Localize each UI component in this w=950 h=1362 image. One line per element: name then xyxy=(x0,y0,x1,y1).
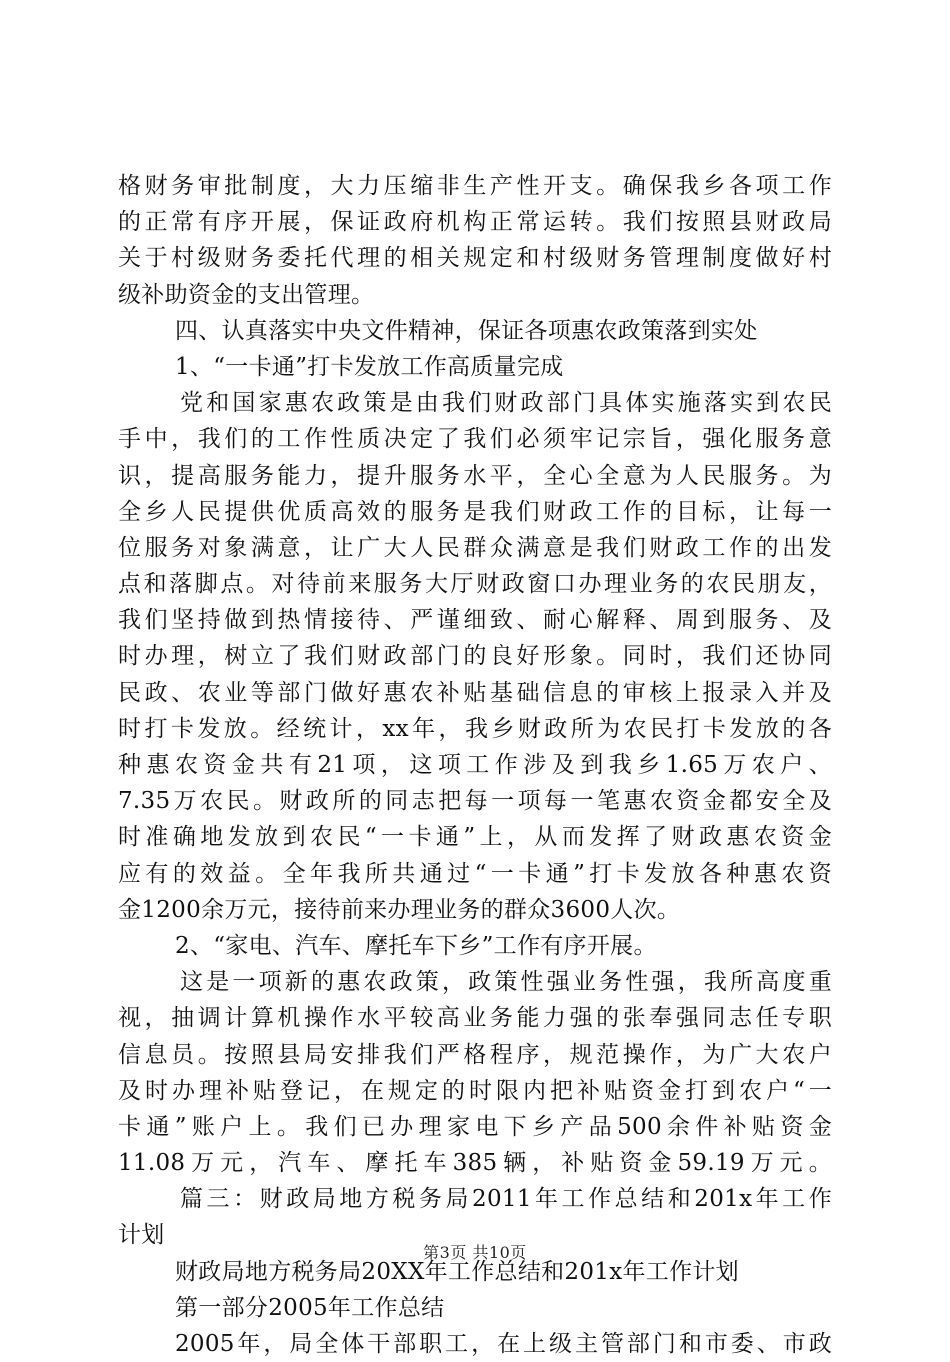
part-heading: 第一部分2005年工作总结 xyxy=(175,1294,445,1321)
text-line: 位服务对象满意，让广大人民群众满意是我们财政工作的出发 xyxy=(118,534,832,561)
text-line: 我们坚持做到热情接待、严谨细致、耐心解释、周到服务、及 xyxy=(118,607,832,634)
text-line: 应有的效益。全年我所共通过“一卡通”打卡发放各种惠农资 xyxy=(118,860,832,887)
subsection-heading: 1、“一卡通”打卡发放工作高质量完成 xyxy=(175,353,564,380)
page-number-footer: 第3页 共10页 xyxy=(423,1243,527,1262)
document-body xyxy=(118,168,832,1362)
text-line: 关于村级财务委托代理的相关规定和村级财务管理制度做好村 xyxy=(118,245,832,272)
text-line: 手中，我们的工作性质决定了我们必须牢记宗旨，强化服务意 xyxy=(118,426,832,453)
text-line: 级补助资金的支出管理。 xyxy=(118,281,375,308)
text-line: 卡通”账户上。我们已办理家电下乡产品500余件补贴资金 xyxy=(118,1113,832,1140)
text-line: 11.08万元，汽车、摩托车385辆，补贴资金59.19万元。 xyxy=(118,1150,832,1177)
chapter-heading-continued: 计划 xyxy=(118,1222,165,1249)
document-title: 财政局地方税务局20XX年工作总结和201x年工作计划 xyxy=(175,1258,739,1285)
text-line: 7.35万农民。财政所的同志把每一项每一笔惠农资金都安全及 xyxy=(118,788,832,815)
text-line: 党和国家惠农政策是由我们财政部门具体实施落实到农民 xyxy=(180,390,832,417)
text-line: 识，提高服务能力，提升服务水平，全心全意为人民服务。为 xyxy=(118,462,832,489)
text-line: 民政、农业等部门做好惠农补贴基础信息的审核上报录入并及 xyxy=(118,679,832,706)
text-line: 时办理，树立了我们财政部门的良好形象。同时，我们还协同 xyxy=(118,643,832,670)
text-line: 视，抽调计算机操作水平较高业务能力强的张奉强同志任专职 xyxy=(118,1005,832,1032)
text-line: 种惠农资金共有21项，这项工作涉及到我乡1.65万农户、 xyxy=(118,752,832,778)
text-line: 时准确地发放到农民“一卡通”上，从而发挥了财政惠农资金 xyxy=(118,824,832,851)
text-line: 全乡人民提供优质高效的服务是我们财政工作的目标，让每一 xyxy=(118,498,832,525)
text-line: 点和落脚点。对待前来服务大厅财政窗口办理业务的农民朋友， xyxy=(118,571,832,598)
text-line: 及时办理补贴登记，在规定的时限内把补贴资金打到农户“一 xyxy=(118,1077,832,1104)
text-line: 这是一项新的惠农政策，政策性强业务性强，我所高度重 xyxy=(180,969,832,996)
text-line: 金1200余万元，接待前来办理业务的群众3600人次。 xyxy=(118,896,681,923)
text-line: 信息员。按照县局安排我们严格程序，规范操作，为广大农户 xyxy=(118,1041,832,1068)
chapter-heading: 篇三：财政局地方税务局2011年工作总结和201x年工作 xyxy=(180,1186,832,1213)
text-line: 2005年，局全体干部职工，在上级主管部门和市委、市政 xyxy=(175,1331,832,1357)
text-line: 的正常有序开展，保证政府机构正常运转。我们按照县财政局 xyxy=(118,209,832,236)
section-heading: 四、认真落实中央文件精神，保证各项惠农政策落到实处 xyxy=(175,317,758,344)
text-line: 时打卡发放。经统计，xx年，我乡财政所为农民打卡发放的各 xyxy=(118,715,832,742)
subsection-heading: 2、“家电、汽车、摩托车下乡”工作有序开展。 xyxy=(175,932,657,959)
text-line: 格财务审批制度，大力压缩非生产性开支。确保我乡各项工作 xyxy=(118,173,832,199)
